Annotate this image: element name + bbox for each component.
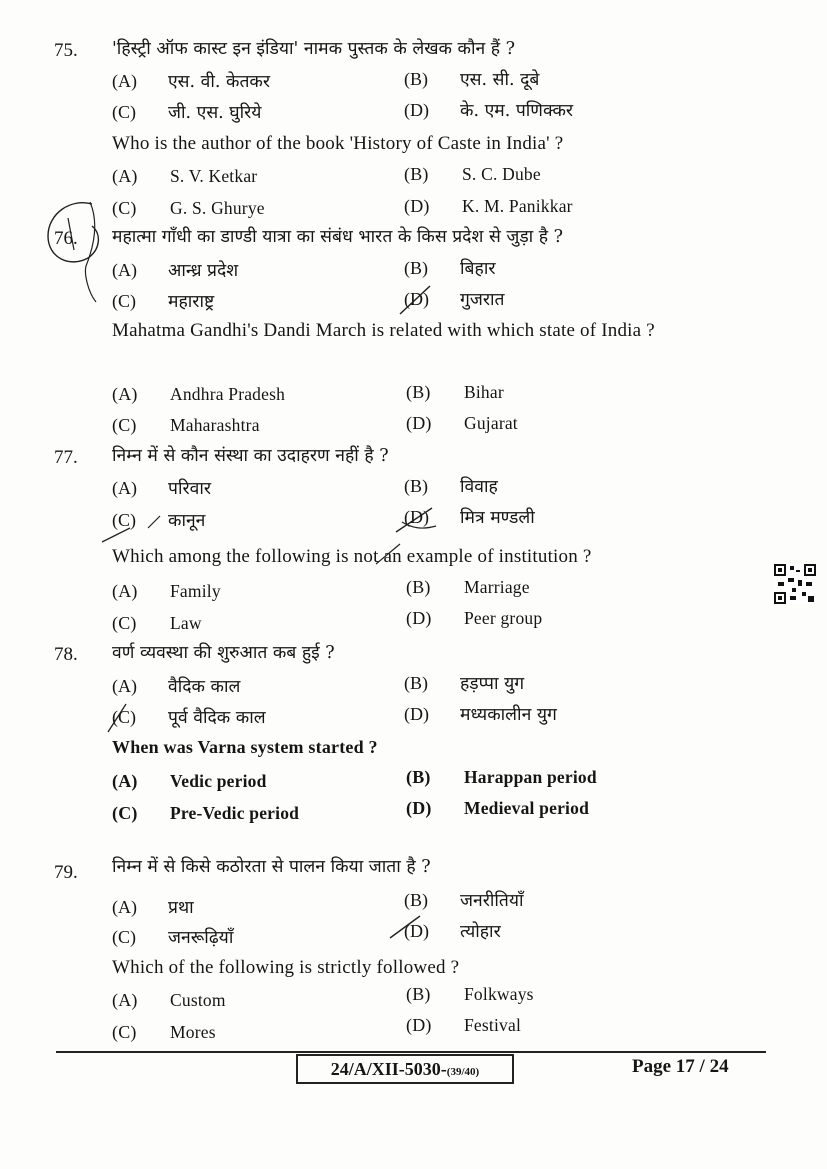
qr-code-icon [774, 564, 816, 604]
option-a-english: (A) Family [112, 581, 221, 601]
option-c-hindi: (C) कानून [112, 510, 206, 531]
option-a-english: (A) Andhra Pradesh [112, 384, 286, 404]
question-text-hindi: निम्न में से कौन संस्था का उदाहरण नहीं है ? [112, 446, 389, 466]
option-d-hindi: (D) के. एम. पणिक्कर [404, 100, 574, 121]
option-c-english: (C) Maharashtra [112, 415, 260, 435]
paper-code: 24/A/XII-5030-(39/40) [296, 1054, 514, 1084]
option-b-english: (B) Harappan period [406, 767, 597, 787]
page-number: Page 17 / 24 [632, 1056, 729, 1077]
option-b-english: (B) Folkways [406, 984, 534, 1004]
question-number: 76. [54, 228, 78, 249]
question-number: 75. [54, 40, 78, 61]
question-text-english: Mahatma Gandhi's Dandi March is related with which state of India ? [112, 320, 655, 341]
handwritten-circle-mark [40, 196, 120, 306]
option-a-english: (A) Vedic period [112, 771, 267, 791]
option-d-english: (D) Festival [406, 1015, 522, 1035]
option-d-english: (D) Gujarat [406, 413, 518, 433]
option-a-hindi: (A) परिवार [112, 478, 212, 499]
option-d-hindi: (D) त्योहार [404, 921, 501, 942]
question-text-english: Which among the following is not an example of institution ? [112, 546, 592, 567]
question-text-hindi: 'हिस्ट्री ऑफ कास्ट इन इंडिया' नामक पुस्तक के लेखक कौन हैं ? [112, 39, 515, 59]
question-number: 79. [54, 862, 78, 883]
question-text-hindi: वर्ण व्यवस्था की शुरुआत कब हुई ? [112, 643, 335, 663]
option-c-english: (C) Mores [112, 1022, 216, 1042]
option-c-english: (C) Pre-Vedic period [112, 803, 300, 823]
option-d-english: (D) Peer group [406, 608, 543, 628]
question-number: 78. [54, 644, 78, 665]
option-c-hindi: (C) महाराष्ट्र [112, 291, 215, 312]
option-c-hindi: (C) जी. एस. घुरिये [112, 102, 262, 123]
option-d-english: (D) K. M. Panikkar [404, 196, 573, 216]
option-a-english: (A) Custom [112, 990, 226, 1010]
option-c-english: (C) G. S. Ghurye [112, 198, 265, 218]
option-d-english: (D) Medieval period [406, 798, 589, 818]
footer-divider [56, 1051, 766, 1053]
option-b-hindi: (B) विवाह [404, 476, 498, 497]
option-b-hindi: (B) हड़प्पा युग [404, 673, 525, 694]
option-a-hindi: (A) एस. वी. केतकर [112, 71, 271, 92]
option-b-hindi: (B) बिहार [404, 258, 496, 279]
option-b-english: (B) Bihar [406, 382, 504, 402]
option-b-english: (B) S. C. Dube [404, 164, 541, 184]
option-a-hindi: (A) वैदिक काल [112, 676, 241, 697]
question-text-english: Which of the following is strictly followed ? [112, 957, 460, 978]
option-c-hindi: (C) जनरूढ़ियाँ [112, 927, 234, 948]
option-b-hindi: (B) एस. सी. दूबे [404, 69, 540, 90]
option-a-hindi: (A) आन्ध्र प्रदेश [112, 260, 239, 281]
option-d-hindi: (D) मित्र मण्डली [404, 507, 535, 528]
option-b-english: (B) Marriage [406, 577, 530, 597]
option-d-hindi: (D) गुजरात [404, 289, 505, 310]
question-text-english: Who is the author of the book 'History of Caste in India' ? [112, 133, 564, 154]
question-text-hindi: निम्न में से किसे कठोरता से पालन किया जाता है ? [112, 857, 431, 877]
option-c-hindi: (C) पूर्व वैदिक काल [112, 707, 266, 728]
option-b-hindi: (B) जनरीतियाँ [404, 890, 524, 911]
question-text-hindi: महात्मा गाँधी का डाण्डी यात्रा का संबंध भारत के किस प्रदेश से जुड़ा है ? [112, 227, 564, 247]
question-number: 77. [54, 447, 78, 468]
option-c-english: (C) Law [112, 613, 202, 633]
option-d-hindi: (D) मध्यकालीन युग [404, 704, 557, 725]
question-text-english: When was Varna system started ? [112, 737, 378, 757]
option-a-english: (A) S. V. Ketkar [112, 166, 258, 186]
option-a-hindi: (A) प्रथा [112, 897, 194, 918]
